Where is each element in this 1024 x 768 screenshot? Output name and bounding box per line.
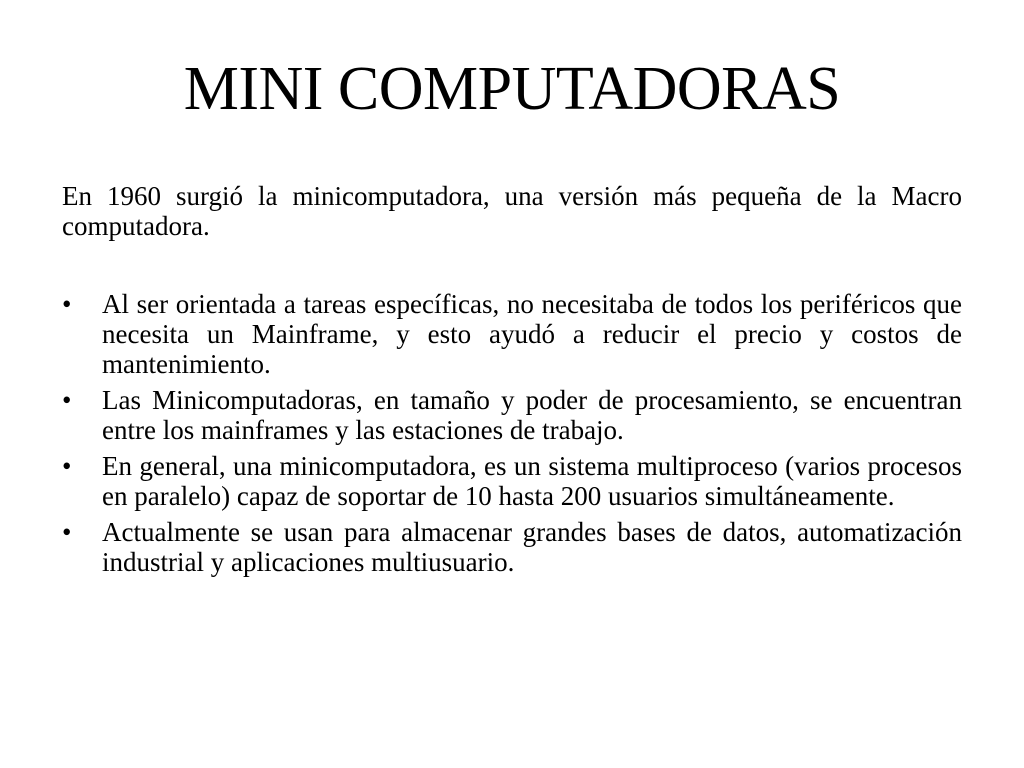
slide-title: MINI COMPUTADORAS [183, 55, 841, 123]
list-item [62, 289, 962, 379]
bullet-list [62, 289, 962, 583]
bullet-icon: • [62, 289, 72, 319]
list-item [62, 385, 962, 445]
bullet-text: Actualmente se usan para almacenar grandes bases de datos, automatización industrial y aplicaciones multiusuario. [102, 517, 962, 577]
bullet-text: Al ser orientada a tareas específicas, no necesitaba de todos los periféricos que necesita un Mainframe, y esto ayudó a reducir el precio y costos de mantenimiento. [102, 289, 962, 379]
bullet-icon: • [62, 385, 72, 415]
bullet-icon: • [62, 451, 72, 481]
bullet-text: En general, una minicomputadora, es un sistema multiproceso (varios procesos en paralelo) capaz de soportar de 10 hasta 200 usuarios simultáneamente. [102, 451, 962, 511]
list-item [62, 451, 962, 511]
bullet-icon: • [62, 517, 72, 547]
bullet-text: Las Minicomputadoras, en tamaño y poder de procesamiento, se encuentran entre los mainframes y las estaciones de trabajo. [102, 385, 962, 445]
intro-paragraph: En 1960 surgió la minicomputadora, una versión más pequeña de la Macro computadora. [62, 181, 962, 241]
list-item [62, 517, 962, 577]
